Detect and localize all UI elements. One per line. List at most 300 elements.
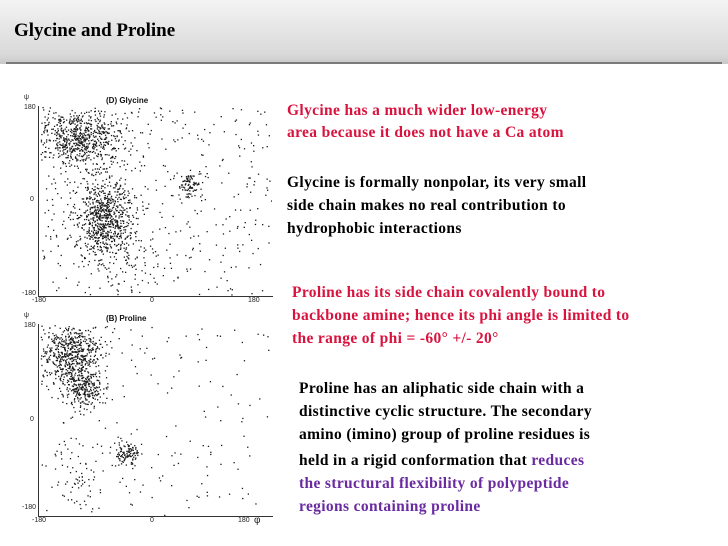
scatter-dot <box>125 197 126 198</box>
scatter-dot <box>128 244 129 245</box>
scatter-dot <box>69 144 70 145</box>
scatter-dot <box>194 185 195 186</box>
scatter-dot <box>100 142 101 143</box>
scatter-dot <box>116 195 117 196</box>
scatter-dot <box>85 330 86 331</box>
scatter-dot <box>92 383 93 384</box>
scatter-dot <box>91 231 92 232</box>
scatter-dot <box>76 115 77 116</box>
scatter-dot <box>87 187 88 188</box>
scatter-dot <box>98 213 99 214</box>
scatter-dot <box>125 179 126 180</box>
scatter-dot <box>89 366 90 367</box>
scatter-dot <box>93 344 94 345</box>
scatter-dot <box>97 205 98 206</box>
scatter-dot <box>105 223 106 224</box>
scatter-dot <box>72 467 73 468</box>
scatter-dot <box>91 235 92 236</box>
scatter-dot <box>96 395 97 396</box>
scatter-dot <box>54 118 55 119</box>
scatter-dot <box>127 457 128 458</box>
scatter-dot <box>64 133 65 134</box>
scatter-dot <box>92 222 93 223</box>
scatter-dot <box>81 139 82 140</box>
scatter-dot <box>102 205 103 206</box>
scatter-dot <box>75 388 76 389</box>
scatter-dot <box>94 215 95 216</box>
proline-ramachandran-plot <box>22 310 272 526</box>
scatter-dot <box>127 262 128 263</box>
scatter-dot <box>123 457 124 458</box>
scatter-dot <box>127 455 128 456</box>
scatter-dot <box>71 129 72 130</box>
scatter-dot <box>161 120 162 121</box>
scatter-dot <box>109 209 110 210</box>
scatter-dot <box>117 130 118 131</box>
scatter-dot <box>66 166 67 167</box>
scatter-dot <box>43 131 44 132</box>
scatter-dot <box>75 352 76 353</box>
scatter-dot <box>103 388 104 389</box>
scatter-dot <box>75 380 76 381</box>
scatter-dot <box>155 282 156 283</box>
scatter-dot <box>152 497 153 498</box>
scatter-dot <box>171 485 172 486</box>
scatter-dot <box>118 148 119 149</box>
scatter-dot <box>67 345 68 346</box>
scatter-dot <box>77 124 78 125</box>
scatter-dot <box>120 185 121 186</box>
scatter-dot <box>64 340 65 341</box>
scatter-dot <box>173 376 174 377</box>
scatter-dot <box>239 251 240 252</box>
scatter-dot <box>150 134 151 135</box>
scatter-dot <box>51 373 52 374</box>
proline-x-right-label: 180 <box>238 517 250 524</box>
scatter-dot <box>69 363 70 364</box>
scatter-dot <box>68 344 69 345</box>
scatter-dot <box>81 143 82 144</box>
scatter-dot <box>98 249 99 250</box>
scatter-dot <box>78 282 79 283</box>
scatter-dot <box>94 130 95 131</box>
scatter-dot <box>97 238 98 239</box>
scatter-dot <box>95 372 96 373</box>
scatter-dot <box>80 405 81 406</box>
scatter-dot <box>103 470 104 471</box>
scatter-dot <box>187 190 188 191</box>
scatter-dot <box>255 503 256 504</box>
scatter-dot <box>105 220 106 221</box>
scatter-dot <box>107 202 108 203</box>
scatter-dot <box>107 248 108 249</box>
scatter-dot <box>120 214 121 215</box>
scatter-dot <box>63 143 64 144</box>
scatter-dot <box>111 175 112 176</box>
scatter-dot <box>96 163 97 164</box>
scatter-dot <box>43 258 44 259</box>
scatter-dot <box>111 135 112 136</box>
scatter-dot <box>53 230 54 231</box>
scatter-dot <box>85 341 86 342</box>
scatter-dot <box>80 347 81 348</box>
scatter-dot <box>55 130 56 131</box>
scatter-dot <box>133 447 134 448</box>
scatter-dot <box>67 239 68 240</box>
scatter-dot <box>132 344 133 345</box>
scatter-dot <box>79 142 80 143</box>
scatter-dot <box>130 504 131 505</box>
scatter-dot <box>56 339 57 340</box>
scatter-dot <box>130 221 131 222</box>
scatter-dot <box>206 466 207 467</box>
scatter-dot <box>93 341 94 342</box>
scatter-dot <box>51 397 52 398</box>
scatter-dot <box>266 124 267 125</box>
scatter-dot <box>92 508 93 509</box>
scatter-dot <box>83 383 84 384</box>
scatter-dot <box>113 135 114 136</box>
scatter-dot <box>177 173 178 174</box>
scatter-dot <box>57 145 58 146</box>
scatter-dot <box>59 134 60 135</box>
scatter-dot <box>123 453 124 454</box>
scatter-dot <box>59 155 60 156</box>
scatter-dot <box>98 240 99 241</box>
scatter-dot <box>186 500 187 501</box>
scatter-dot <box>82 147 83 148</box>
scatter-dot <box>100 219 101 220</box>
scatter-dot <box>90 496 91 497</box>
scatter-dot <box>95 206 96 207</box>
scatter-dot <box>109 214 110 215</box>
scatter-dot <box>99 191 100 192</box>
scatter-dot <box>78 390 79 391</box>
scatter-dot <box>70 219 71 220</box>
scatter-dot <box>117 222 118 223</box>
scatter-dot <box>132 224 133 225</box>
scatter-dot <box>95 132 96 133</box>
scatter-dot <box>94 227 95 228</box>
scatter-dot <box>120 166 121 167</box>
proline-plot-title: (B) Proline <box>106 314 147 323</box>
scatter-dot <box>82 198 83 199</box>
scatter-dot <box>59 388 60 389</box>
scatter-dot <box>252 253 253 254</box>
scatter-dot <box>135 236 136 237</box>
scatter-dot <box>114 131 115 132</box>
scatter-dot <box>76 144 77 145</box>
scatter-dot <box>95 399 96 400</box>
scatter-dot <box>105 402 106 403</box>
scatter-dot <box>174 141 175 142</box>
scatter-dot <box>135 449 136 450</box>
scatter-dot <box>63 396 64 397</box>
scatter-dot <box>187 181 188 182</box>
scatter-dot <box>91 134 92 135</box>
scatter-dot <box>48 358 49 359</box>
proline-desc-line-6: regions containing proline <box>299 498 481 515</box>
scatter-dot <box>67 387 68 388</box>
scatter-dot <box>63 119 64 120</box>
scatter-dot <box>87 231 88 232</box>
scatter-dot <box>88 172 89 173</box>
scatter-dot <box>125 169 126 170</box>
scatter-dot <box>59 342 60 343</box>
scatter-dot <box>227 280 228 281</box>
scatter-dot <box>234 462 235 463</box>
scatter-dot <box>162 475 163 476</box>
scatter-dot <box>50 374 51 375</box>
scatter-dot <box>112 241 113 242</box>
scatter-dot <box>85 381 86 382</box>
scatter-dot <box>93 158 94 159</box>
scatter-dot <box>115 228 116 229</box>
scatter-dot <box>94 137 95 138</box>
scatter-dot <box>238 194 239 195</box>
scatter-dot <box>94 234 95 235</box>
scatter-dot <box>41 326 42 327</box>
scatter-dot <box>125 260 126 261</box>
scatter-dot <box>64 342 65 343</box>
scatter-dot <box>173 139 174 140</box>
scatter-dot <box>74 225 75 226</box>
scatter-dot <box>240 210 241 211</box>
scatter-dot <box>129 265 130 266</box>
scatter-dot <box>262 290 263 291</box>
scatter-dot <box>92 447 93 448</box>
scatter-dot <box>88 264 89 265</box>
scatter-dot <box>266 187 267 188</box>
scatter-dot <box>165 166 166 167</box>
scatter-dot <box>121 226 122 227</box>
scatter-dot <box>106 248 107 249</box>
scatter-dot <box>85 160 86 161</box>
scatter-dot <box>59 444 60 445</box>
scatter-dot <box>45 465 46 466</box>
scatter-dot <box>93 190 94 191</box>
scatter-dot <box>55 182 56 183</box>
scatter-dot <box>90 342 91 343</box>
scatter-dot <box>74 342 75 343</box>
scatter-dot <box>140 491 141 492</box>
scatter-dot <box>102 204 103 205</box>
scatter-dot <box>79 333 80 334</box>
scatter-dot <box>53 382 54 383</box>
scatter-dot <box>95 351 96 352</box>
scatter-dot <box>200 251 201 252</box>
scatter-dot <box>88 330 89 331</box>
scatter-dot <box>72 368 73 369</box>
scatter-dot <box>64 330 65 331</box>
scatter-dot <box>61 120 62 121</box>
scatter-dot <box>81 373 82 374</box>
scatter-dot <box>115 276 116 277</box>
scatter-dot <box>97 391 98 392</box>
scatter-dot <box>73 389 74 390</box>
scatter-dot <box>119 194 120 195</box>
scatter-dot <box>152 358 153 359</box>
scatter-dot <box>47 347 48 348</box>
scatter-dot <box>107 277 108 278</box>
scatter-dot <box>90 126 91 127</box>
scatter-dot <box>95 108 96 109</box>
scatter-dot <box>76 241 77 242</box>
scatter-dot <box>52 333 53 334</box>
scatter-dot <box>43 329 44 330</box>
scatter-dot <box>110 224 111 225</box>
scatter-dot <box>43 144 44 145</box>
scatter-dot <box>65 328 66 329</box>
scatter-dot <box>89 253 90 254</box>
scatter-dot <box>89 378 90 379</box>
scatter-dot <box>93 217 94 218</box>
scatter-dot <box>125 229 126 230</box>
scatter-dot <box>110 185 111 186</box>
scatter-dot <box>116 150 117 151</box>
scatter-dot <box>60 265 61 266</box>
scatter-dot <box>87 238 88 239</box>
scatter-dot <box>79 236 80 237</box>
scatter-dot <box>95 119 96 120</box>
scatter-dot <box>83 341 84 342</box>
scatter-dot <box>43 356 44 357</box>
scatter-dot <box>200 173 201 174</box>
scatter-dot <box>111 161 112 162</box>
scatter-dot <box>197 184 198 185</box>
scatter-dot <box>101 192 102 193</box>
scatter-dot <box>82 362 83 363</box>
scatter-dot <box>123 192 124 193</box>
scatter-dot <box>125 457 126 458</box>
scatter-dot <box>80 508 81 509</box>
scatter-dot <box>133 453 134 454</box>
scatter-dot <box>66 389 67 390</box>
scatter-dot <box>51 133 52 134</box>
scatter-dot <box>89 391 90 392</box>
scatter-dot <box>68 134 69 135</box>
scatter-dot <box>98 211 99 212</box>
scatter-dot <box>87 246 88 247</box>
scatter-dot <box>79 443 80 444</box>
scatter-dot <box>118 249 119 250</box>
scatter-dot <box>99 382 100 383</box>
scatter-dot <box>197 213 198 214</box>
scatter-dot <box>119 458 120 459</box>
scatter-dot <box>75 396 76 397</box>
scatter-dot <box>107 236 108 237</box>
scatter-dot <box>210 452 211 453</box>
scatter-dot <box>148 204 149 205</box>
scatter-dot <box>74 166 75 167</box>
scatter-dot <box>41 134 42 135</box>
scatter-dot <box>124 190 125 191</box>
scatter-dot <box>114 328 115 329</box>
scatter-dot <box>71 146 72 147</box>
scatter-dot <box>63 137 64 138</box>
scatter-dot <box>84 138 85 139</box>
scatter-dot <box>140 246 141 247</box>
scatter-dot <box>55 365 56 366</box>
scatter-dot <box>120 247 121 248</box>
scatter-dot <box>77 147 78 148</box>
scatter-dot <box>54 364 55 365</box>
scatter-dot <box>53 363 54 364</box>
scatter-dot <box>105 138 106 139</box>
scatter-dot <box>107 383 108 384</box>
scatter-dot <box>106 377 107 378</box>
scatter-dot <box>97 133 98 134</box>
scatter-dot <box>89 227 90 228</box>
scatter-dot <box>81 119 82 120</box>
scatter-dot <box>79 344 80 345</box>
scatter-dot <box>84 257 85 258</box>
scatter-dot <box>208 177 209 178</box>
scatter-dot <box>113 218 114 219</box>
scatter-dot <box>71 374 72 375</box>
scatter-dot <box>100 227 101 228</box>
proline-desc-line-4-plain: held in a rigid conformation that <box>299 452 532 469</box>
scatter-dot <box>71 157 72 158</box>
scatter-dot <box>73 148 74 149</box>
scatter-dot <box>114 203 115 204</box>
scatter-dot <box>102 263 103 264</box>
scatter-dot <box>86 146 87 147</box>
scatter-dot <box>217 335 218 336</box>
scatter-dot <box>105 224 106 225</box>
scatter-dot <box>86 203 87 204</box>
scatter-dot <box>42 107 43 108</box>
scatter-dot <box>173 280 174 281</box>
glycine-y-bottom-label: -180 <box>22 290 37 297</box>
scatter-dot <box>50 107 51 108</box>
scatter-dot <box>76 356 77 357</box>
scatter-dot <box>65 163 66 164</box>
scatter-dot <box>86 409 87 410</box>
scatter-dot <box>265 195 266 196</box>
scatter-dot <box>95 114 96 115</box>
scatter-dot <box>220 262 221 263</box>
scatter-dot <box>72 366 73 367</box>
scatter-dot <box>61 340 62 341</box>
scatter-dot <box>86 389 87 390</box>
scatter-dot <box>87 134 88 135</box>
scatter-dot <box>90 491 91 492</box>
scatter-dot <box>188 175 189 176</box>
scatter-dot <box>88 346 89 347</box>
scatter-dot <box>69 192 70 193</box>
scatter-dot <box>98 130 99 131</box>
scatter-dot <box>97 202 98 203</box>
scatter-dot <box>114 256 115 257</box>
scatter-dot <box>166 250 167 251</box>
scatter-dot <box>220 278 221 279</box>
scatter-dot <box>77 397 78 398</box>
scatter-dot <box>72 110 73 111</box>
scatter-dot <box>253 151 254 152</box>
scatter-dot <box>97 156 98 157</box>
scatter-dot <box>96 386 97 387</box>
scatter-dot <box>74 483 75 484</box>
scatter-dot <box>216 245 217 246</box>
scatter-dot <box>200 189 201 190</box>
scatter-dot <box>101 185 102 186</box>
scatter-dot <box>230 288 231 289</box>
scatter-dot <box>63 383 64 384</box>
scatter-dot <box>74 133 75 134</box>
scatter-dot <box>118 291 119 292</box>
scatter-dot <box>48 148 49 149</box>
